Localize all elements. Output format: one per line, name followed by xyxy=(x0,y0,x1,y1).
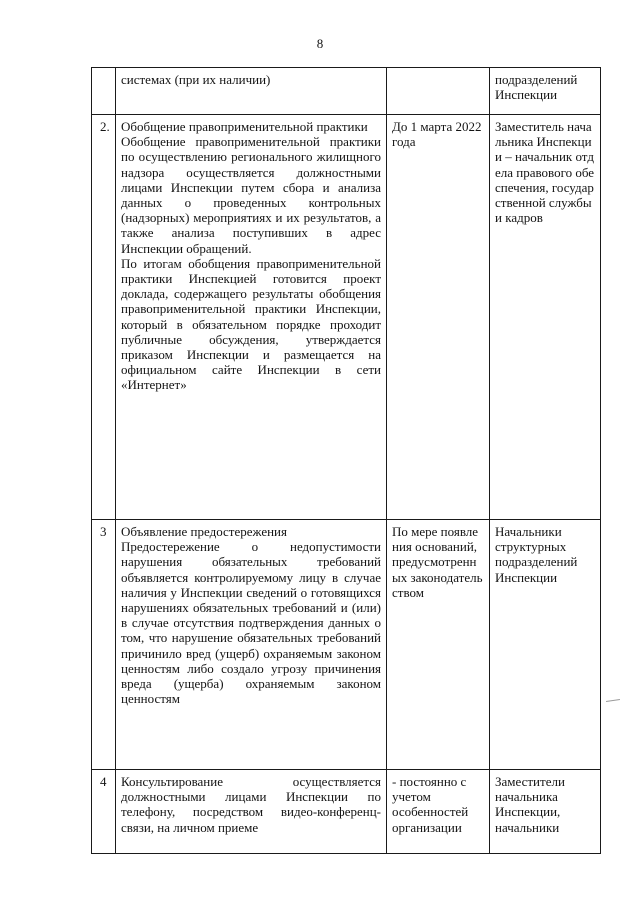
page-number: 8 xyxy=(316,36,324,51)
row-paragraph: Предостережение о недопустимости нарушения обязательных требований объявляется контролируемому лицу в случае наличия у Инспекции сведений о готовящихся нарушениях обязательных требований и (или) в случае отсутствия подтверждения данных о том, что нарушение обязательных требований причинило вред (ущерб) охраняемым законом ценностям либо создало угрозу причинения вреда (ущерба) охраняемым законом ценностям xyxy=(121,539,381,707)
row-description xyxy=(116,115,387,520)
row-responsible: Заместитель начальника Инспекции – начальник отдела правового обеспечения, государственной службы и кадров xyxy=(490,115,601,520)
table-row xyxy=(92,770,601,854)
table-row xyxy=(92,68,601,115)
row-description xyxy=(116,770,387,854)
row-paragraph: Консультирование осуществляется должностными лицами Инспекции по телефону, посредством видео-конференц-связи, на личном приеме xyxy=(121,774,381,835)
row-description xyxy=(116,68,387,115)
row-number: 2. xyxy=(92,115,116,520)
row-responsible: подразделений Инспекции xyxy=(490,68,601,115)
row-paragraph: Обобщение правоприменительной практики по осуществлению регионального жилищного надзора осуществляется должностными лицами Инспекции путем сбора и анализа данных о проведенных контрольных (надзорных) мероприятиях и их результатов, а также анализа поступивших в адрес Инспекции обращений. xyxy=(121,134,381,256)
table-row xyxy=(92,115,601,520)
row-number: 4 xyxy=(92,770,116,854)
row-title: Обобщение правоприменительной практики xyxy=(121,119,368,134)
scan-mark xyxy=(606,699,620,702)
row-description xyxy=(116,520,387,770)
row-number: 3 xyxy=(92,520,116,770)
row-term xyxy=(387,68,490,115)
row-responsible: Начальники структурных подразделений Инспекции xyxy=(490,520,601,770)
row-title: Объявление предостережения xyxy=(121,524,287,539)
table-row xyxy=(92,520,601,770)
row-term: - постоянно с учетом особенностей организации xyxy=(387,770,490,854)
row-term: До 1 марта 2022 года xyxy=(387,115,490,520)
row-paragraph: По итогам обобщения правоприменительной практики Инспекцией готовится проект доклада, содержащего результаты обобщения правоприменительной практики Инспекции, который в обязательном порядке проходит публичные обсуждения, утверждается приказом Инспекции и размещается на официальном сайте Инспекции в сети «Интернет» xyxy=(121,255,381,393)
row-responsible: Заместители начальника Инспекции, начальники xyxy=(490,770,601,854)
row-term: По мере появления оснований, предусмотренных законодательством xyxy=(387,520,490,770)
row-number xyxy=(92,68,116,115)
row-paragraph: системах (при их наличии) xyxy=(121,72,271,87)
activities-table xyxy=(91,67,601,854)
